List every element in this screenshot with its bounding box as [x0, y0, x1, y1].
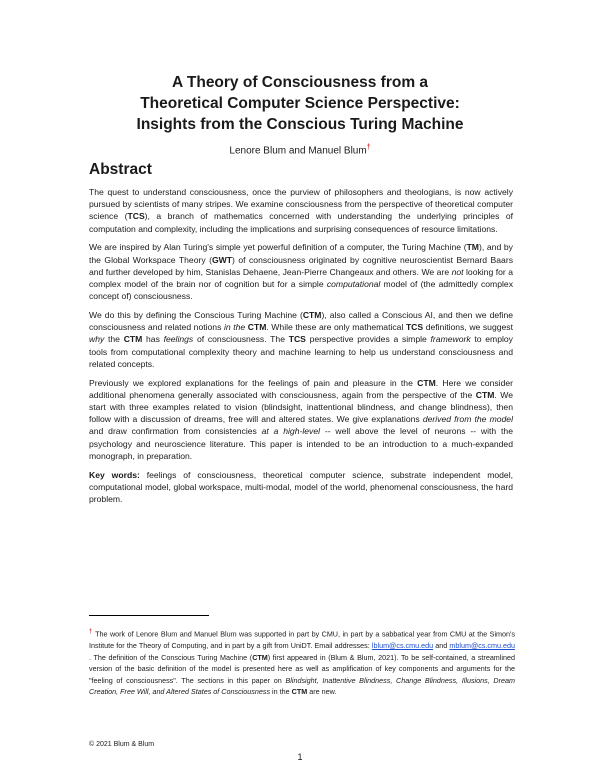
keywords-paragraph [89, 469, 513, 506]
abstract-paragraph-2: We are inspired by Alan Turing's simple yet powerful definition of a computer, the Turing Machine (TM), and by the Global Workspace Theory (GWT) of consciousness originated by cognitive neuroscientist Bernard Baars and further developed by him, Stanislas Dehaene, Jean-Pierre Changeaux and others. We are not looking for a complex model of the brain nor of cognition but for a simple computational model of (the admittedly complex concept of) consciousness. [89, 242, 513, 302]
abstract-heading: Abstract [89, 161, 152, 178]
authors-line [60, 141, 540, 157]
footnote: † The work of Lenore Blum and Manuel Blum was supported in part by CMU, in part by a sabbatical year from CMU at the Simon's Institute for the Theory of Computing, and in part by a gift from UniDT. Email addresses: lblum@cs.cmu.edu and mblum@cs.cmu.edu . The definition of the Conscious Turing Machine (CTM) first appeared in (Blum & Blum, 2021). To be self-contained, a streamlined version of the basic definition of the model is presented here as well as amplification of key components and arguments for the "feeling of consciousness". The sections in this paper on Blindsight, Inattentive Blindness, Change Blindness, Illusions, Dream Creation, Free Will, and Altered States of Consciousness in the CTM are new. [89, 629, 516, 697]
footnote-divider [89, 615, 209, 616]
abstract-paragraph-4: Previously we explored explanations for the feelings of pain and pleasure in the CTM. Here we consider additional phenomena generally associated with consciousness, again from the perspective of the CTM. We start with three examples related to vision (blindsight, inattentional blindness, and change blindness), then follow with a discussion of dreams, free will and altered states. We give explanations derived from the model and draw confirmation from consistencies at a high-level -- well above the level of neurons -- with the psychology and neuroscience literature. This paper is intended to be an introduction to a much-expanded monograph, in preparation. [89, 377, 513, 461]
keywords-text: feelings of consciousness, theoretical computer science, substrate independent model, computational model, global workspace, multi-modal, model of the world, phenomenal consciousness, the hard problem. [89, 469, 513, 505]
page-number: 1 [297, 752, 303, 762]
title-line-3: Insights from the Conscious Turing Machine [136, 116, 464, 133]
keywords-label: Key words: [89, 469, 140, 480]
abstract-body [89, 186, 513, 512]
paper-title [60, 72, 540, 135]
abstract-paragraph-1: The quest to understand consciousness, once the purview of philosophers and theologians, is now actively pursued by scientists of many stripes. We examine consciousness from the perspective of theoretical computer science (TCS), a branch of mathematics concerned with understanding the underlying principles of computation and complexity, including the implications and surprising consequences of resource limitations. [89, 187, 514, 234]
abstract-paragraph-3: We do this by defining the Conscious Turing Machine (CTM), also called a Conscious AI, and then we define consciousness and related notions in the CTM. While these are only mathematical TCS definitions, we suggest why the CTM has feelings of consciousness. The TCS perspective provides a simple framework to employ tools from computational complexity theory and machine learning to help us understand consciousness and related concepts. [89, 310, 513, 369]
title-line-2: Theoretical Computer Science Perspective: [140, 95, 460, 112]
email-link-lenore[interactable]: lblum@cs.cmu.edu [371, 640, 434, 650]
footnote-mark: † [89, 629, 93, 635]
email-link-manuel[interactable]: mblum@cs.cmu.edu [449, 640, 515, 650]
author-footnote-mark[interactable]: † [366, 144, 371, 151]
copyright-notice: © 2021 Blum & Blum [89, 741, 155, 748]
title-line-1: A Theory of Consciousness from a [171, 74, 429, 91]
author-names: Lenore Blum and Manuel Blum [229, 145, 367, 157]
